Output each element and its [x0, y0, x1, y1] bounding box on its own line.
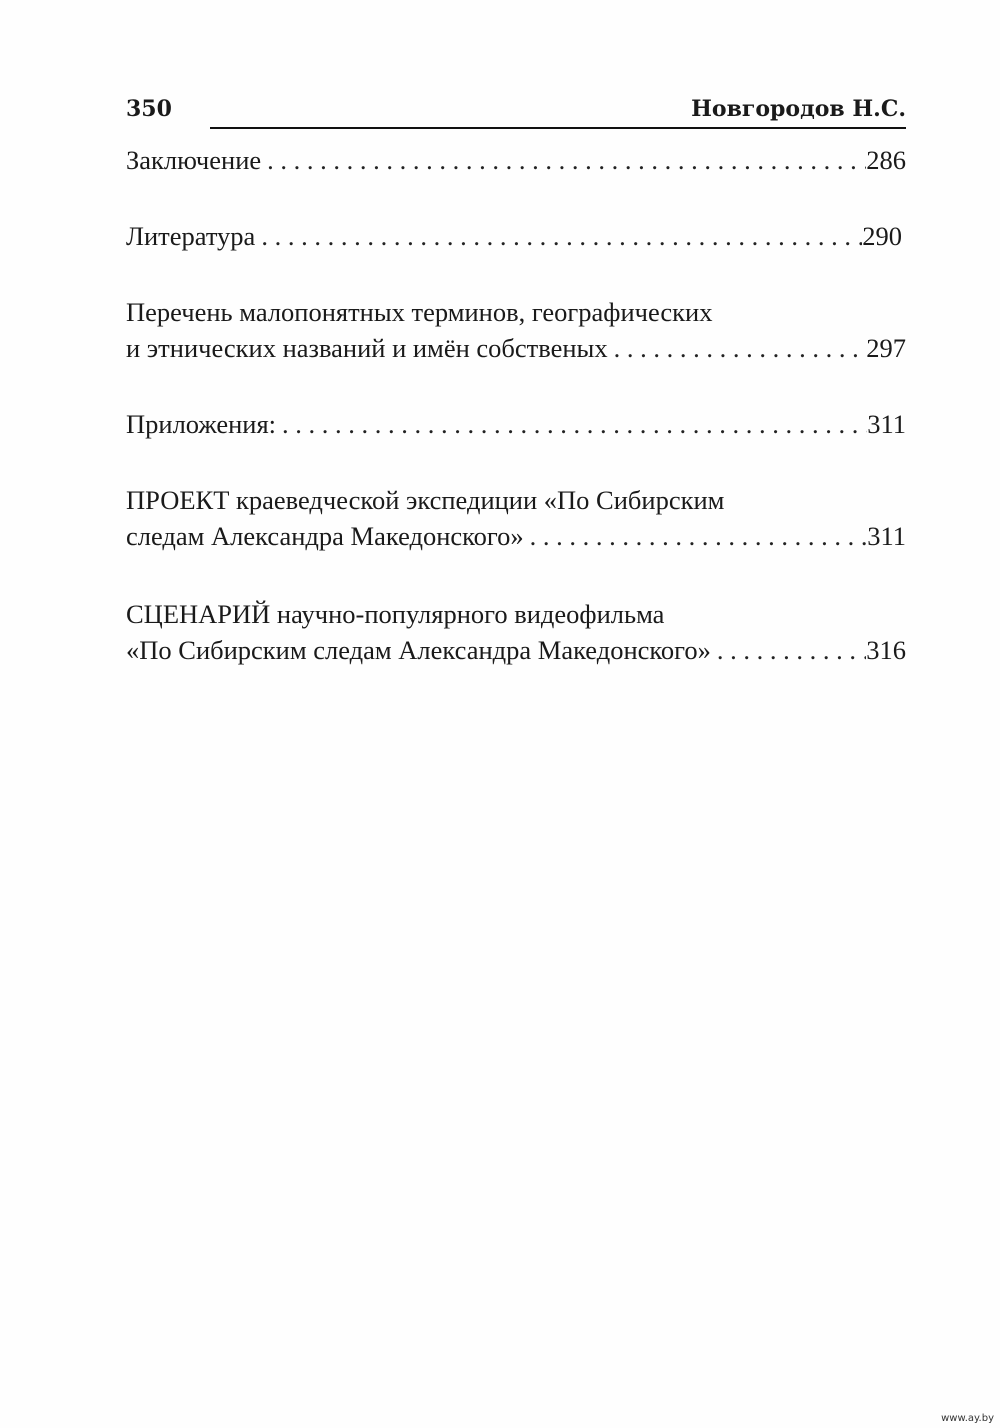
- page-number: 350: [126, 96, 172, 122]
- toc-entry-title: Заключение: [126, 145, 262, 175]
- toc-entry-title-line-1: Перечень малопонятных терминов, географических: [126, 297, 713, 327]
- toc-entry-title-line-2: «По Сибирским следам Александра Македонского»: [126, 635, 711, 665]
- toc-entry-page: 311: [867, 521, 906, 551]
- toc-entry-conclusion: [126, 142, 906, 178]
- dot-leader: [524, 518, 868, 554]
- running-head-author: Новгородов Н.С.: [691, 96, 906, 122]
- running-head: [126, 96, 906, 130]
- toc-entry-project: [126, 482, 906, 554]
- toc-entry-scenario: [126, 596, 906, 668]
- toc-entry-title: Приложения:: [126, 409, 277, 439]
- dot-leader: [261, 142, 866, 178]
- toc-entry-appendices: [126, 406, 906, 442]
- toc-entry-page: 290: [862, 221, 902, 251]
- header-rule: [210, 127, 906, 129]
- toc-entry-page: 297: [866, 333, 906, 363]
- dot-leader: [255, 218, 862, 254]
- toc-entry-title-line-2: следам Александра Македонского»: [126, 521, 524, 551]
- dot-leader: [711, 632, 866, 668]
- toc-entry-literature: [126, 218, 906, 254]
- toc-entry-glossary: [126, 294, 906, 366]
- toc-entry-title-line-2: и этнических названий и имён собственых: [126, 333, 608, 363]
- toc-entry-page: 311: [867, 409, 906, 439]
- toc-entry-title: Литература: [126, 221, 256, 251]
- watermark: www.ay.by: [941, 1413, 994, 1424]
- dot-leader: [608, 330, 867, 366]
- toc-entry-title-line-1: СЦЕНАРИЙ научно-популярного видеофильма: [126, 599, 665, 629]
- toc-entry-page: 316: [866, 635, 906, 665]
- toc-entry-page: 286: [866, 145, 906, 175]
- dot-leader: [276, 406, 867, 442]
- toc-entry-title-line-1: ПРОЕКТ краеведческой экспедиции «По Сибирским: [126, 485, 725, 515]
